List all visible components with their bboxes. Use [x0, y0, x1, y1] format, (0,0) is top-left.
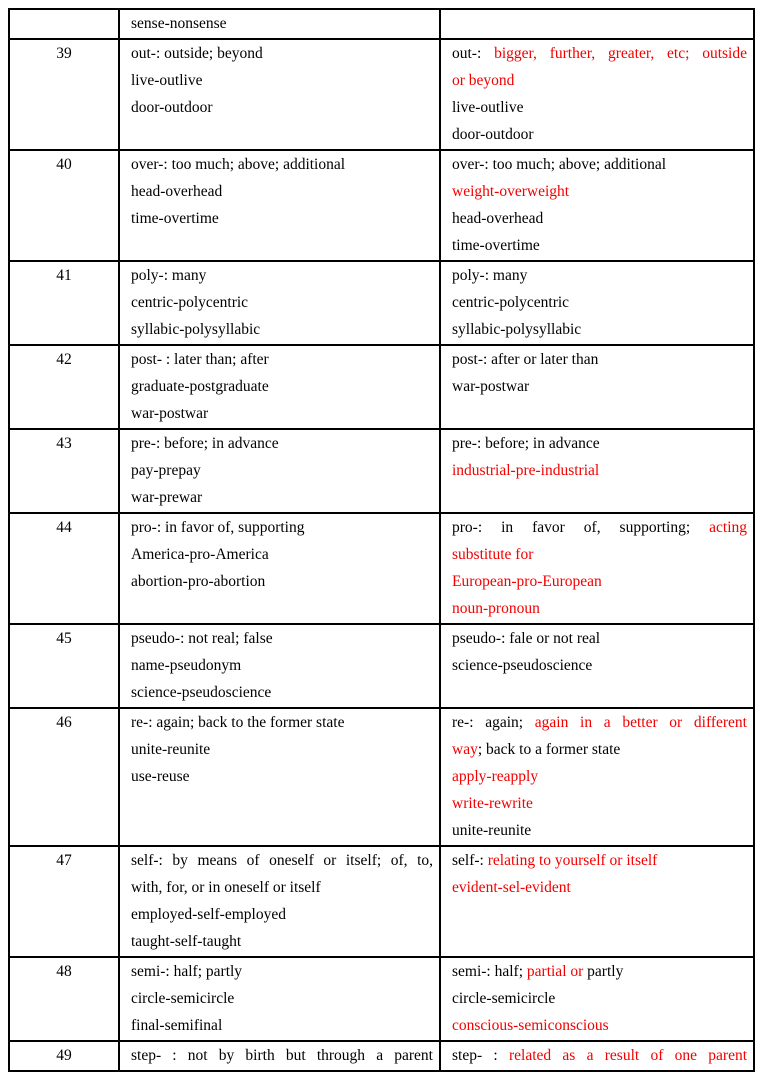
- revision-text-segment: European-pro-European: [452, 573, 602, 590]
- text-segment: pre-: before; in advance: [452, 435, 600, 452]
- text-line: [131, 400, 433, 427]
- text-line: [131, 289, 433, 316]
- revision-text-segment: apply-reapply: [452, 768, 539, 785]
- text-line: [452, 40, 747, 67]
- text-segment: step- : not by birth but through a parent: [131, 1047, 433, 1064]
- text-line: [452, 373, 747, 400]
- text-line: [452, 874, 747, 901]
- text-segment: post- : later than; after: [131, 351, 269, 368]
- row-number-cell: 49: [9, 1041, 119, 1071]
- revision-text-segment: again in a better or different: [534, 714, 747, 731]
- text-line: [452, 178, 747, 205]
- text-segment: with, for, or in oneself or itself: [131, 879, 321, 896]
- text-segment: door-outdoor: [452, 126, 534, 143]
- table-row: [9, 39, 754, 150]
- text-segment: door-outdoor: [131, 99, 213, 116]
- text-line: [452, 790, 747, 817]
- text-line: [131, 679, 433, 706]
- text-segment: out-:: [452, 45, 495, 62]
- text-line: [131, 373, 433, 400]
- text-line: [452, 736, 747, 763]
- text-line: [131, 928, 433, 955]
- text-line: [452, 346, 747, 373]
- revision-text-segment: evident-sel-evident: [452, 879, 571, 896]
- text-segment: name-pseudonym: [131, 657, 242, 674]
- table-row: [9, 624, 754, 708]
- text-segment: sense-nonsense: [131, 15, 227, 32]
- text-line: [452, 625, 747, 652]
- text-line: [131, 763, 433, 790]
- revision-text-segment: or beyond: [452, 72, 515, 89]
- text-segment: abortion-pro-abortion: [131, 573, 266, 590]
- text-segment: use-reuse: [131, 768, 190, 785]
- revised-definition-cell: [440, 39, 754, 150]
- text-line: [452, 262, 747, 289]
- text-segment: step- :: [452, 1047, 509, 1064]
- row-number-cell: 39: [9, 39, 119, 150]
- text-segment: war-prewar: [131, 489, 203, 506]
- row-number-cell: 44: [9, 513, 119, 624]
- text-line: [131, 901, 433, 928]
- row-number-cell: 40: [9, 150, 119, 261]
- text-segment: re-: again; back to the former state: [131, 714, 345, 731]
- text-segment: circle-semicircle: [452, 990, 556, 1007]
- text-line: [452, 232, 747, 259]
- revised-definition-cell: [440, 345, 754, 429]
- text-line: [452, 568, 747, 595]
- text-line: [131, 346, 433, 373]
- text-segment: over-: too much; above; additional: [452, 156, 667, 173]
- text-line: [131, 457, 433, 484]
- row-number-cell: [9, 9, 119, 39]
- text-segment: head-overhead: [452, 210, 544, 227]
- revision-text-segment: related as a result of one parent: [508, 1047, 747, 1064]
- revised-definition-cell: [440, 957, 754, 1041]
- text-segment: self-:: [452, 852, 488, 869]
- text-line: [131, 316, 433, 343]
- text-segment: graduate-postgraduate: [131, 378, 269, 395]
- text-line: [452, 430, 747, 457]
- row-number-cell: 41: [9, 261, 119, 345]
- text-line: [452, 985, 747, 1012]
- revised-definition-cell: [440, 1041, 754, 1071]
- table-row: [9, 957, 754, 1041]
- text-line: [452, 289, 747, 316]
- text-segment: poly-: many: [131, 267, 207, 284]
- revised-definition-cell: [440, 429, 754, 513]
- text-line: [452, 958, 747, 985]
- text-segment: syllabic-polysyllabic: [131, 321, 261, 338]
- text-segment: employed-self-employed: [131, 906, 286, 923]
- text-line: [131, 568, 433, 595]
- text-line: [452, 652, 747, 679]
- text-line: [131, 652, 433, 679]
- revision-text-segment: noun-pronoun: [452, 600, 540, 617]
- text-segment: post-: after or later than: [452, 351, 599, 368]
- text-line: [131, 985, 433, 1012]
- text-segment: science-pseudoscience: [452, 657, 593, 674]
- text-line: [131, 151, 433, 178]
- text-line: [452, 709, 747, 736]
- revised-definition-cell: [440, 624, 754, 708]
- text-segment: time-overtime: [131, 210, 219, 227]
- revision-text-segment: substitute for: [452, 546, 534, 563]
- text-line: [131, 847, 433, 874]
- table-row: [9, 513, 754, 624]
- revision-text-segment: write-rewrite: [452, 795, 533, 812]
- original-definition-cell: [119, 846, 440, 957]
- row-number-cell: 47: [9, 846, 119, 957]
- prefix-table: [8, 8, 755, 1072]
- table-row: [9, 846, 754, 957]
- revision-text-segment: industrial-pre-industrial: [452, 462, 600, 479]
- text-line: [131, 178, 433, 205]
- table-row: [9, 708, 754, 846]
- text-line: [131, 10, 433, 37]
- text-line: [131, 94, 433, 121]
- table-row: [9, 345, 754, 429]
- text-segment: semi-: half; partly: [131, 963, 243, 980]
- text-line: [131, 514, 433, 541]
- text-segment: pro-: in favor of, supporting: [131, 519, 305, 536]
- text-segment: America-pro-America: [131, 546, 269, 563]
- revised-definition-cell: [440, 846, 754, 957]
- table-row: [9, 1041, 754, 1071]
- text-segment: over-: too much; above; additional: [131, 156, 346, 173]
- revised-definition-cell: [440, 513, 754, 624]
- original-definition-cell: [119, 429, 440, 513]
- original-definition-cell: [119, 150, 440, 261]
- text-segment: unite-reunite: [131, 741, 211, 758]
- revision-text-segment: conscious-semiconscious: [452, 1017, 609, 1034]
- text-segment: unite-reunite: [452, 822, 532, 839]
- prefix-table-body: [9, 9, 754, 1071]
- text-segment: re-: again;: [452, 714, 535, 731]
- text-segment: self-: by means of oneself or itself; of, to,: [131, 852, 433, 869]
- text-segment: war-postwar: [452, 378, 530, 395]
- text-segment: war-postwar: [131, 405, 209, 422]
- revision-text-segment: way: [452, 741, 478, 758]
- text-line: [131, 958, 433, 985]
- text-segment: pseudo-: fale or not real: [452, 630, 601, 647]
- text-segment: centric-polycentric: [131, 294, 249, 311]
- original-definition-cell: [119, 1041, 440, 1071]
- table-row: [9, 429, 754, 513]
- text-segment: final-semifinal: [131, 1017, 223, 1034]
- text-line: [131, 1012, 433, 1039]
- table-row: [9, 9, 754, 39]
- revision-text-segment: acting: [709, 519, 747, 536]
- text-segment: circle-semicircle: [131, 990, 235, 1007]
- revised-definition-cell: [440, 9, 754, 39]
- text-segment: science-pseudoscience: [131, 684, 272, 701]
- original-definition-cell: [119, 9, 440, 39]
- row-number-cell: 48: [9, 957, 119, 1041]
- text-line: [452, 151, 747, 178]
- text-segment: centric-polycentric: [452, 294, 570, 311]
- text-line: [131, 205, 433, 232]
- text-line: [452, 121, 747, 148]
- original-definition-cell: [119, 708, 440, 846]
- text-line: [452, 1042, 747, 1069]
- text-segment: syllabic-polysyllabic: [452, 321, 582, 338]
- text-segment: live-outlive: [452, 99, 524, 116]
- text-line: [131, 67, 433, 94]
- row-number-cell: 42: [9, 345, 119, 429]
- text-segment: time-overtime: [452, 237, 540, 254]
- text-line: [452, 94, 747, 121]
- text-segment: pay-prepay: [131, 462, 201, 479]
- text-line: [131, 1042, 433, 1069]
- text-line: [452, 205, 747, 232]
- text-segment: partly: [587, 963, 624, 980]
- text-line: [131, 736, 433, 763]
- text-line: [452, 316, 747, 343]
- table-row: [9, 261, 754, 345]
- text-line: [131, 541, 433, 568]
- text-line: [452, 817, 747, 844]
- original-definition-cell: [119, 513, 440, 624]
- row-number-cell: 45: [9, 624, 119, 708]
- revision-text-segment: relating to yourself or itself: [487, 852, 658, 869]
- text-segment: pre-: before; in advance: [131, 435, 279, 452]
- text-line: [131, 40, 433, 67]
- text-line: [131, 430, 433, 457]
- text-segment: out-: outside; beyond: [131, 45, 263, 62]
- text-segment: semi-: half;: [452, 963, 527, 980]
- text-line: [452, 847, 747, 874]
- text-line: [131, 874, 433, 901]
- original-definition-cell: [119, 39, 440, 150]
- row-number-cell: 43: [9, 429, 119, 513]
- revised-definition-cell: [440, 150, 754, 261]
- text-segment: pseudo-: not real; false: [131, 630, 273, 647]
- text-segment: taught-self-taught: [131, 933, 242, 950]
- original-definition-cell: [119, 624, 440, 708]
- row-number-cell: 46: [9, 708, 119, 846]
- text-segment: live-outlive: [131, 72, 203, 89]
- text-line: [131, 625, 433, 652]
- original-definition-cell: [119, 957, 440, 1041]
- text-line: [452, 457, 747, 484]
- text-line: [452, 514, 747, 541]
- revised-definition-cell: [440, 708, 754, 846]
- text-segment: pro-: in favor of, supporting;: [452, 519, 710, 536]
- text-line: [452, 541, 747, 568]
- text-line: [452, 763, 747, 790]
- original-definition-cell: [119, 261, 440, 345]
- table-row: [9, 150, 754, 261]
- text-line: [452, 1012, 747, 1039]
- text-segment: head-overhead: [131, 183, 223, 200]
- text-segment: poly-: many: [452, 267, 528, 284]
- revision-text-segment: partial or: [526, 963, 588, 980]
- text-segment: ; back to a former state: [477, 741, 621, 758]
- revised-definition-cell: [440, 261, 754, 345]
- original-definition-cell: [119, 345, 440, 429]
- text-line: [131, 709, 433, 736]
- text-line: [131, 262, 433, 289]
- text-line: [452, 67, 747, 94]
- revision-text-segment: weight-overweight: [452, 183, 570, 200]
- revision-text-segment: bigger, further, greater, etc; outside: [494, 45, 747, 62]
- text-line: [452, 595, 747, 622]
- text-line: [131, 484, 433, 511]
